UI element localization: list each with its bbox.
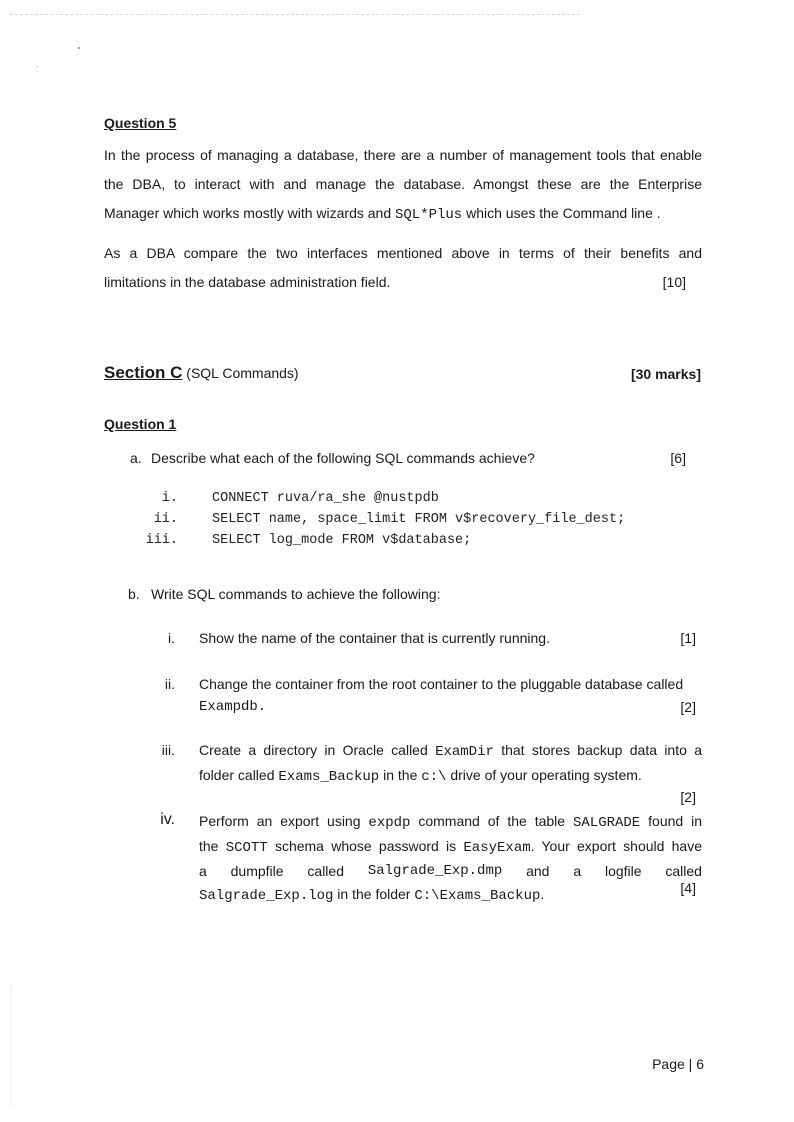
item-b-ii-line-1: Change the container from the root container to the pluggable database called — [199, 676, 684, 692]
scan-speck — [37, 66, 38, 67]
text-run: called — [665, 863, 702, 879]
q5-line-3-text: Manager which works mostly with wizards and — [104, 205, 395, 221]
text-run: . Your export should have — [530, 838, 702, 854]
text-run: . — [540, 886, 545, 902]
question-5-title: Question 5 — [104, 115, 177, 131]
part-b-label: b. — [128, 586, 140, 602]
item-b-iv-marks: [4] — [680, 880, 696, 896]
item-b-ii-code: Exampdb. — [199, 699, 267, 715]
item-b-iv-text — [199, 810, 702, 908]
item-b-iii-text — [199, 739, 702, 789]
question-5-marks: [10] — [662, 274, 686, 290]
q5-line-2: the DBA, to interact with and manage the database. Amongst these are the Enterprise — [104, 176, 702, 192]
item-b-i-marks: [1] — [680, 630, 696, 646]
text-run: called — [307, 863, 344, 879]
text-run: in the folder — [333, 886, 415, 902]
part-a-label: a. — [130, 450, 142, 466]
item-b-iii-line-2 — [199, 764, 702, 789]
item-b-i-text: Show the name of the container that is currently running. — [199, 630, 550, 646]
text-run: Create a directory in Oracle called — [199, 742, 436, 758]
item-b-ii-marks: [2] — [680, 699, 696, 715]
scott-code: SCOTT — [225, 840, 268, 856]
text-run: logfile — [604, 863, 642, 879]
text-run: command of the table — [410, 813, 573, 829]
text-run: a — [199, 863, 207, 879]
part-a-text: Describe what each of the following SQL commands achieve? — [151, 450, 535, 466]
text-run: Perform an export using — [199, 813, 369, 829]
text-run: dumpfile — [230, 863, 284, 879]
dumpfile-code: Salgrade_Exp.dmp — [367, 863, 503, 879]
easyexam-code: EasyExam — [463, 840, 531, 856]
text-run: schema whose password is — [267, 838, 464, 854]
item-b-iv-line-1 — [199, 810, 702, 835]
examdir-code: ExamDir — [435, 744, 494, 760]
question-5-paragraph-2 — [104, 239, 702, 297]
item-number: iv. — [160, 811, 175, 828]
item-number: ii. — [164, 676, 175, 692]
item-number: iii. — [161, 742, 175, 758]
item-b-ii-text — [199, 673, 702, 719]
section-c-heading — [104, 363, 299, 383]
question-1-title: Question 1 — [104, 416, 177, 432]
item-b-iv-line-3 — [199, 860, 702, 883]
item-number: i. — [168, 630, 175, 646]
command-number: iii. — [145, 533, 178, 548]
command-number: ii. — [153, 512, 178, 527]
part-b-text: Write SQL commands to achieve the following: — [151, 586, 441, 602]
part-a-marks: [6] — [670, 450, 686, 466]
item-b-iv-line-4 — [199, 883, 702, 908]
item-b-iv-line-2 — [199, 835, 702, 860]
section-c-subtitle: (SQL Commands) — [182, 365, 299, 381]
scan-speck — [78, 47, 80, 49]
q5-line-3-end: which uses the Command line . — [462, 205, 661, 221]
folder-path-code: C:\Exams_Backup — [414, 888, 541, 904]
sql-command: SELECT log_mode FROM v$database; — [212, 533, 472, 548]
section-c-marks: [30 marks] — [630, 366, 701, 382]
text-run: drive of your operating system. — [446, 767, 642, 783]
exams-backup-code: Exams_Backup — [278, 769, 380, 785]
text-run: found in — [640, 813, 702, 829]
text-run: folder called — [199, 767, 279, 783]
logfile-code: Salgrade_Exp.log — [199, 888, 334, 904]
q5-para2-line-2: limitations in the database administration field. — [104, 274, 391, 290]
drive-code: c:\ — [421, 769, 447, 785]
text-run: a — [573, 863, 582, 879]
section-c-title: Section C — [104, 363, 183, 382]
page-number: Page | 6 — [652, 1056, 704, 1072]
text-run: that stores backup data into a — [493, 742, 702, 758]
scan-edge — [10, 985, 11, 1105]
question-5-paragraph-1 — [104, 141, 702, 230]
sqlplus-code: SQL*Plus — [395, 207, 463, 223]
text-run: in the — [379, 767, 422, 783]
text-run: and — [526, 863, 550, 879]
command-number: i. — [161, 491, 178, 506]
q5-line-3 — [104, 199, 702, 230]
expdp-code: expdp — [368, 815, 411, 831]
text-run: the — [199, 838, 226, 854]
item-b-iii-marks: [2] — [680, 789, 696, 805]
sql-command: SELECT name, space_limit FROM v$recovery_file_dest; — [212, 512, 626, 527]
scan-artifact-line — [10, 14, 580, 15]
q5-para2-line-1: As a DBA compare the two interfaces mentioned above in terms of their benefits and — [104, 245, 702, 261]
item-b-iii-line-1 — [199, 739, 702, 764]
salgrade-code: SALGRADE — [573, 815, 641, 831]
sql-command: CONNECT ruva/ra_she @nustpdb — [212, 491, 439, 506]
q5-line-1: In the process of managing a database, there are a number of management tools that enable — [104, 147, 702, 163]
